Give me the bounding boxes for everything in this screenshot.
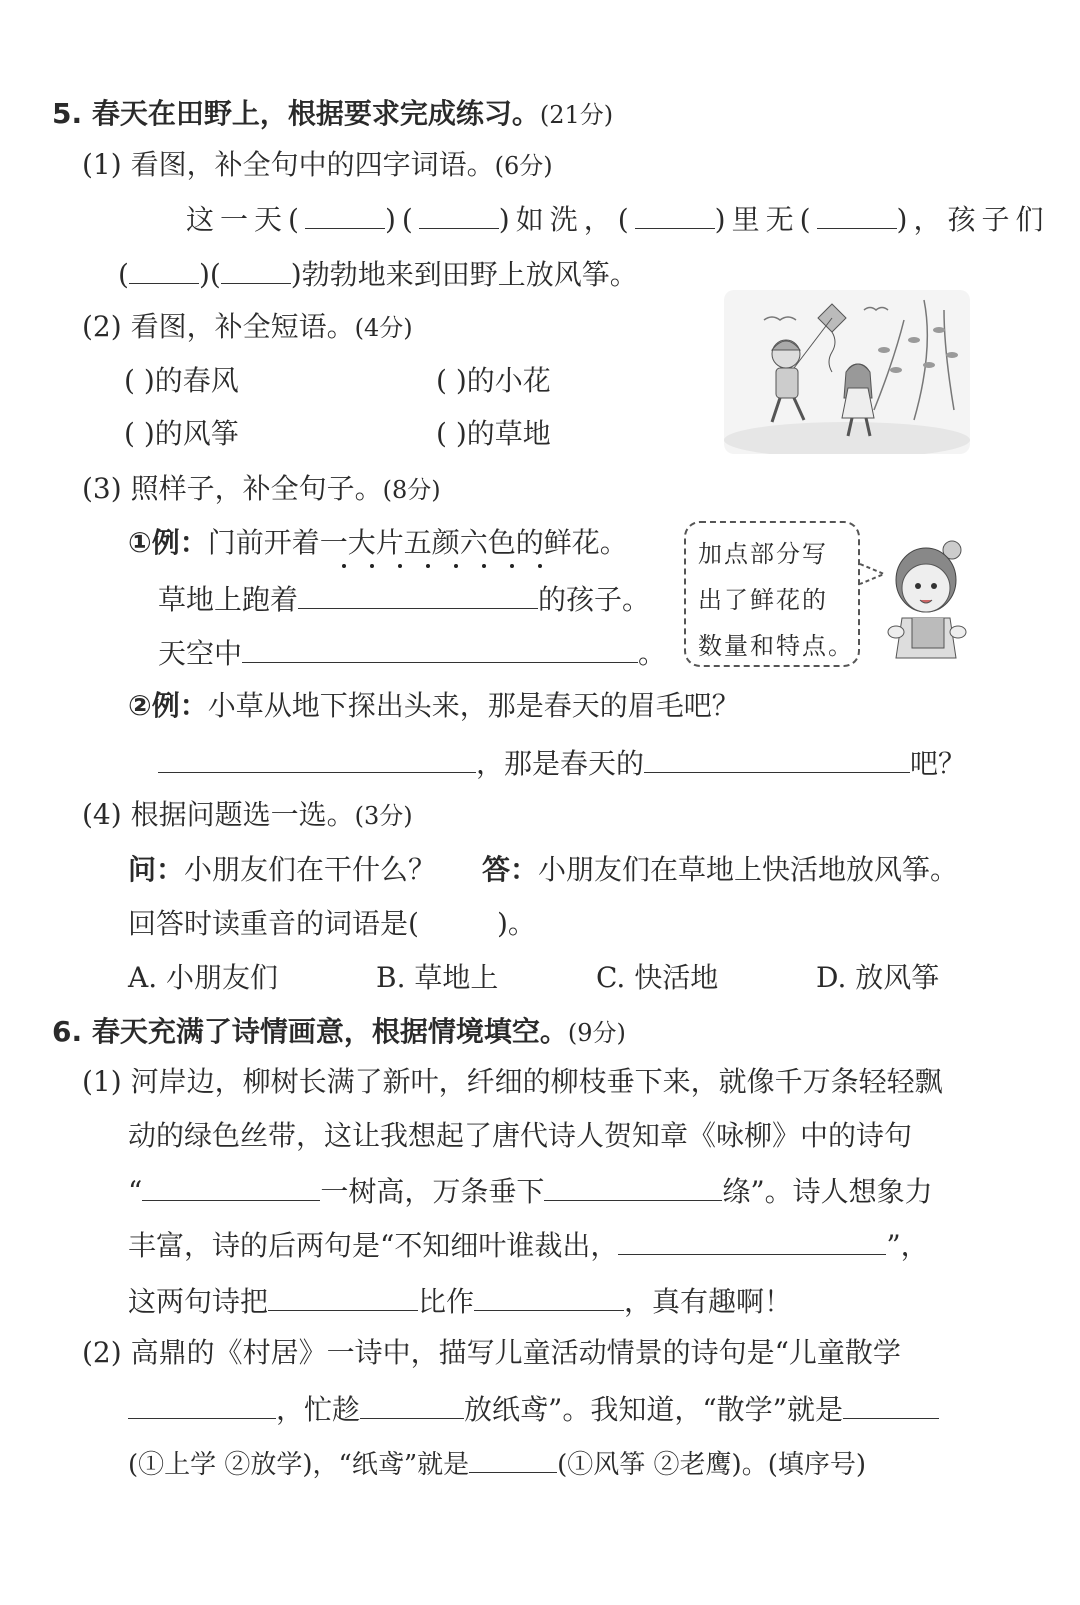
answer-blank[interactable] xyxy=(618,1224,886,1255)
answer-blank[interactable] xyxy=(635,198,715,229)
answer-blank[interactable] xyxy=(843,1388,939,1419)
emphasis-dot xyxy=(370,564,374,568)
choice-prompt: 回答时读重音的词语是( )。 xyxy=(128,907,536,940)
q5-part1-line2: ( )( )勃勃地来到田野上放风筝。 xyxy=(118,253,638,295)
phrase-item[interactable]: ( )的春风 xyxy=(124,364,239,397)
fill-sentence-1: 草地上跑着 的孩子。 xyxy=(158,578,650,620)
answer-blank[interactable] xyxy=(221,253,291,284)
question-line: 问：小朋友们在干什么？ xyxy=(128,853,437,886)
q6-part1-line3: “ 一树高，万条垂下 绦”。诗人想象力 xyxy=(128,1170,933,1212)
answer-blank[interactable] xyxy=(242,632,638,663)
emphasis-dot xyxy=(426,564,430,568)
answer-blank[interactable] xyxy=(474,1280,624,1311)
emphasis-dot xyxy=(538,564,542,568)
q5-part3-label: (3) 照样子，补全句子。(8分) xyxy=(82,472,441,505)
fill-sentence-2: 天空中 。 xyxy=(158,632,666,674)
emphasis-dot xyxy=(398,564,402,568)
q5-title: 5. 春天在田野上，根据要求完成练习。(21分) xyxy=(52,97,614,130)
children-flying-kite-illustration xyxy=(724,290,970,454)
q6-part1-line1: (1) 河岸边，柳树长满了新叶，纤细的柳枝垂下来，就像千万条轻轻飘 xyxy=(82,1065,943,1098)
emphasis-dot xyxy=(510,564,514,568)
phrase-item[interactable]: ( )的小花 xyxy=(436,364,551,397)
answer-blank[interactable] xyxy=(469,1442,557,1473)
q6-part2-line3: (①上学 ②放学)，“纸鸢”就是 (①风筝 ②老鹰)。(填序号) xyxy=(128,1442,866,1485)
answer-blank[interactable] xyxy=(817,198,897,229)
q5-part4-label: (4) 根据问题选一选。(3分) xyxy=(82,798,413,831)
answer-blank[interactable] xyxy=(129,253,199,284)
option-a[interactable]: A. 小朋友们 xyxy=(128,961,279,994)
answer-blank[interactable] xyxy=(128,1388,276,1419)
answer-blank[interactable] xyxy=(298,578,538,609)
q5-part1-line1: 这一天( )( )如洗，( )里无( )，孩子们 xyxy=(186,198,1049,240)
answer-blank[interactable] xyxy=(142,1170,320,1201)
emphasis-dot xyxy=(342,564,346,568)
fill-sentence-3: ，那是春天的 吧？ xyxy=(158,742,966,784)
hint-speech-bubble: 加点部分写 出了鲜花的 数量和特点。 xyxy=(684,521,860,667)
answer-blank[interactable] xyxy=(360,1388,464,1419)
q5-part2-label: (2) 看图，补全短语。(4分) xyxy=(82,310,413,343)
emphasis-dot xyxy=(482,564,486,568)
q5-part1-label: (1) 看图，补全句中的四字词语。(6分) xyxy=(82,148,553,181)
q6-part1-line4: 丰富，诗的后两句是“不知细叶谁裁出， ”， xyxy=(128,1224,929,1266)
q6-part1-line5: 这两句诗把 比作 ，真有趣啊！ xyxy=(128,1280,792,1322)
answer-blank[interactable] xyxy=(644,742,910,773)
emphasis-dot xyxy=(454,564,458,568)
option-b[interactable]: B. 草地上 xyxy=(376,961,499,994)
answer-blank[interactable] xyxy=(268,1280,418,1311)
q6-part2-line1: (2) 高鼎的《村居》一诗中，描写儿童活动情景的诗句是“儿童散学 xyxy=(82,1336,901,1369)
option-d[interactable]: D. 放风筝 xyxy=(816,961,940,994)
answer-blank[interactable] xyxy=(419,198,499,229)
example2: ②例：小草从地下探出头来，那是春天的眉毛吧？ xyxy=(128,689,740,722)
answer-blank[interactable] xyxy=(305,198,385,229)
cartoon-girl-illustration xyxy=(884,536,974,666)
phrase-item[interactable]: ( )的风筝 xyxy=(124,417,239,450)
option-c[interactable]: C. 快活地 xyxy=(596,961,719,994)
example1: ①例：门前开着一大片五颜六色的鲜花。 xyxy=(128,526,628,559)
q6-part1-line2: 动的绿色丝带，这让我想起了唐代诗人贺知章《咏柳》中的诗句 xyxy=(128,1119,913,1152)
q6-part2-line2: ，忙趁 放纸鸢”。我知道，“散学”就是 xyxy=(128,1388,939,1430)
phrase-item[interactable]: ( )的草地 xyxy=(436,417,551,450)
answer-line: 答：小朋友们在草地上快活地放风筝。 xyxy=(482,853,959,886)
q6-title: 6. 春天充满了诗情画意，根据情境填空。(9分) xyxy=(52,1015,626,1048)
answer-blank[interactable] xyxy=(544,1170,722,1201)
answer-blank[interactable] xyxy=(158,742,476,773)
